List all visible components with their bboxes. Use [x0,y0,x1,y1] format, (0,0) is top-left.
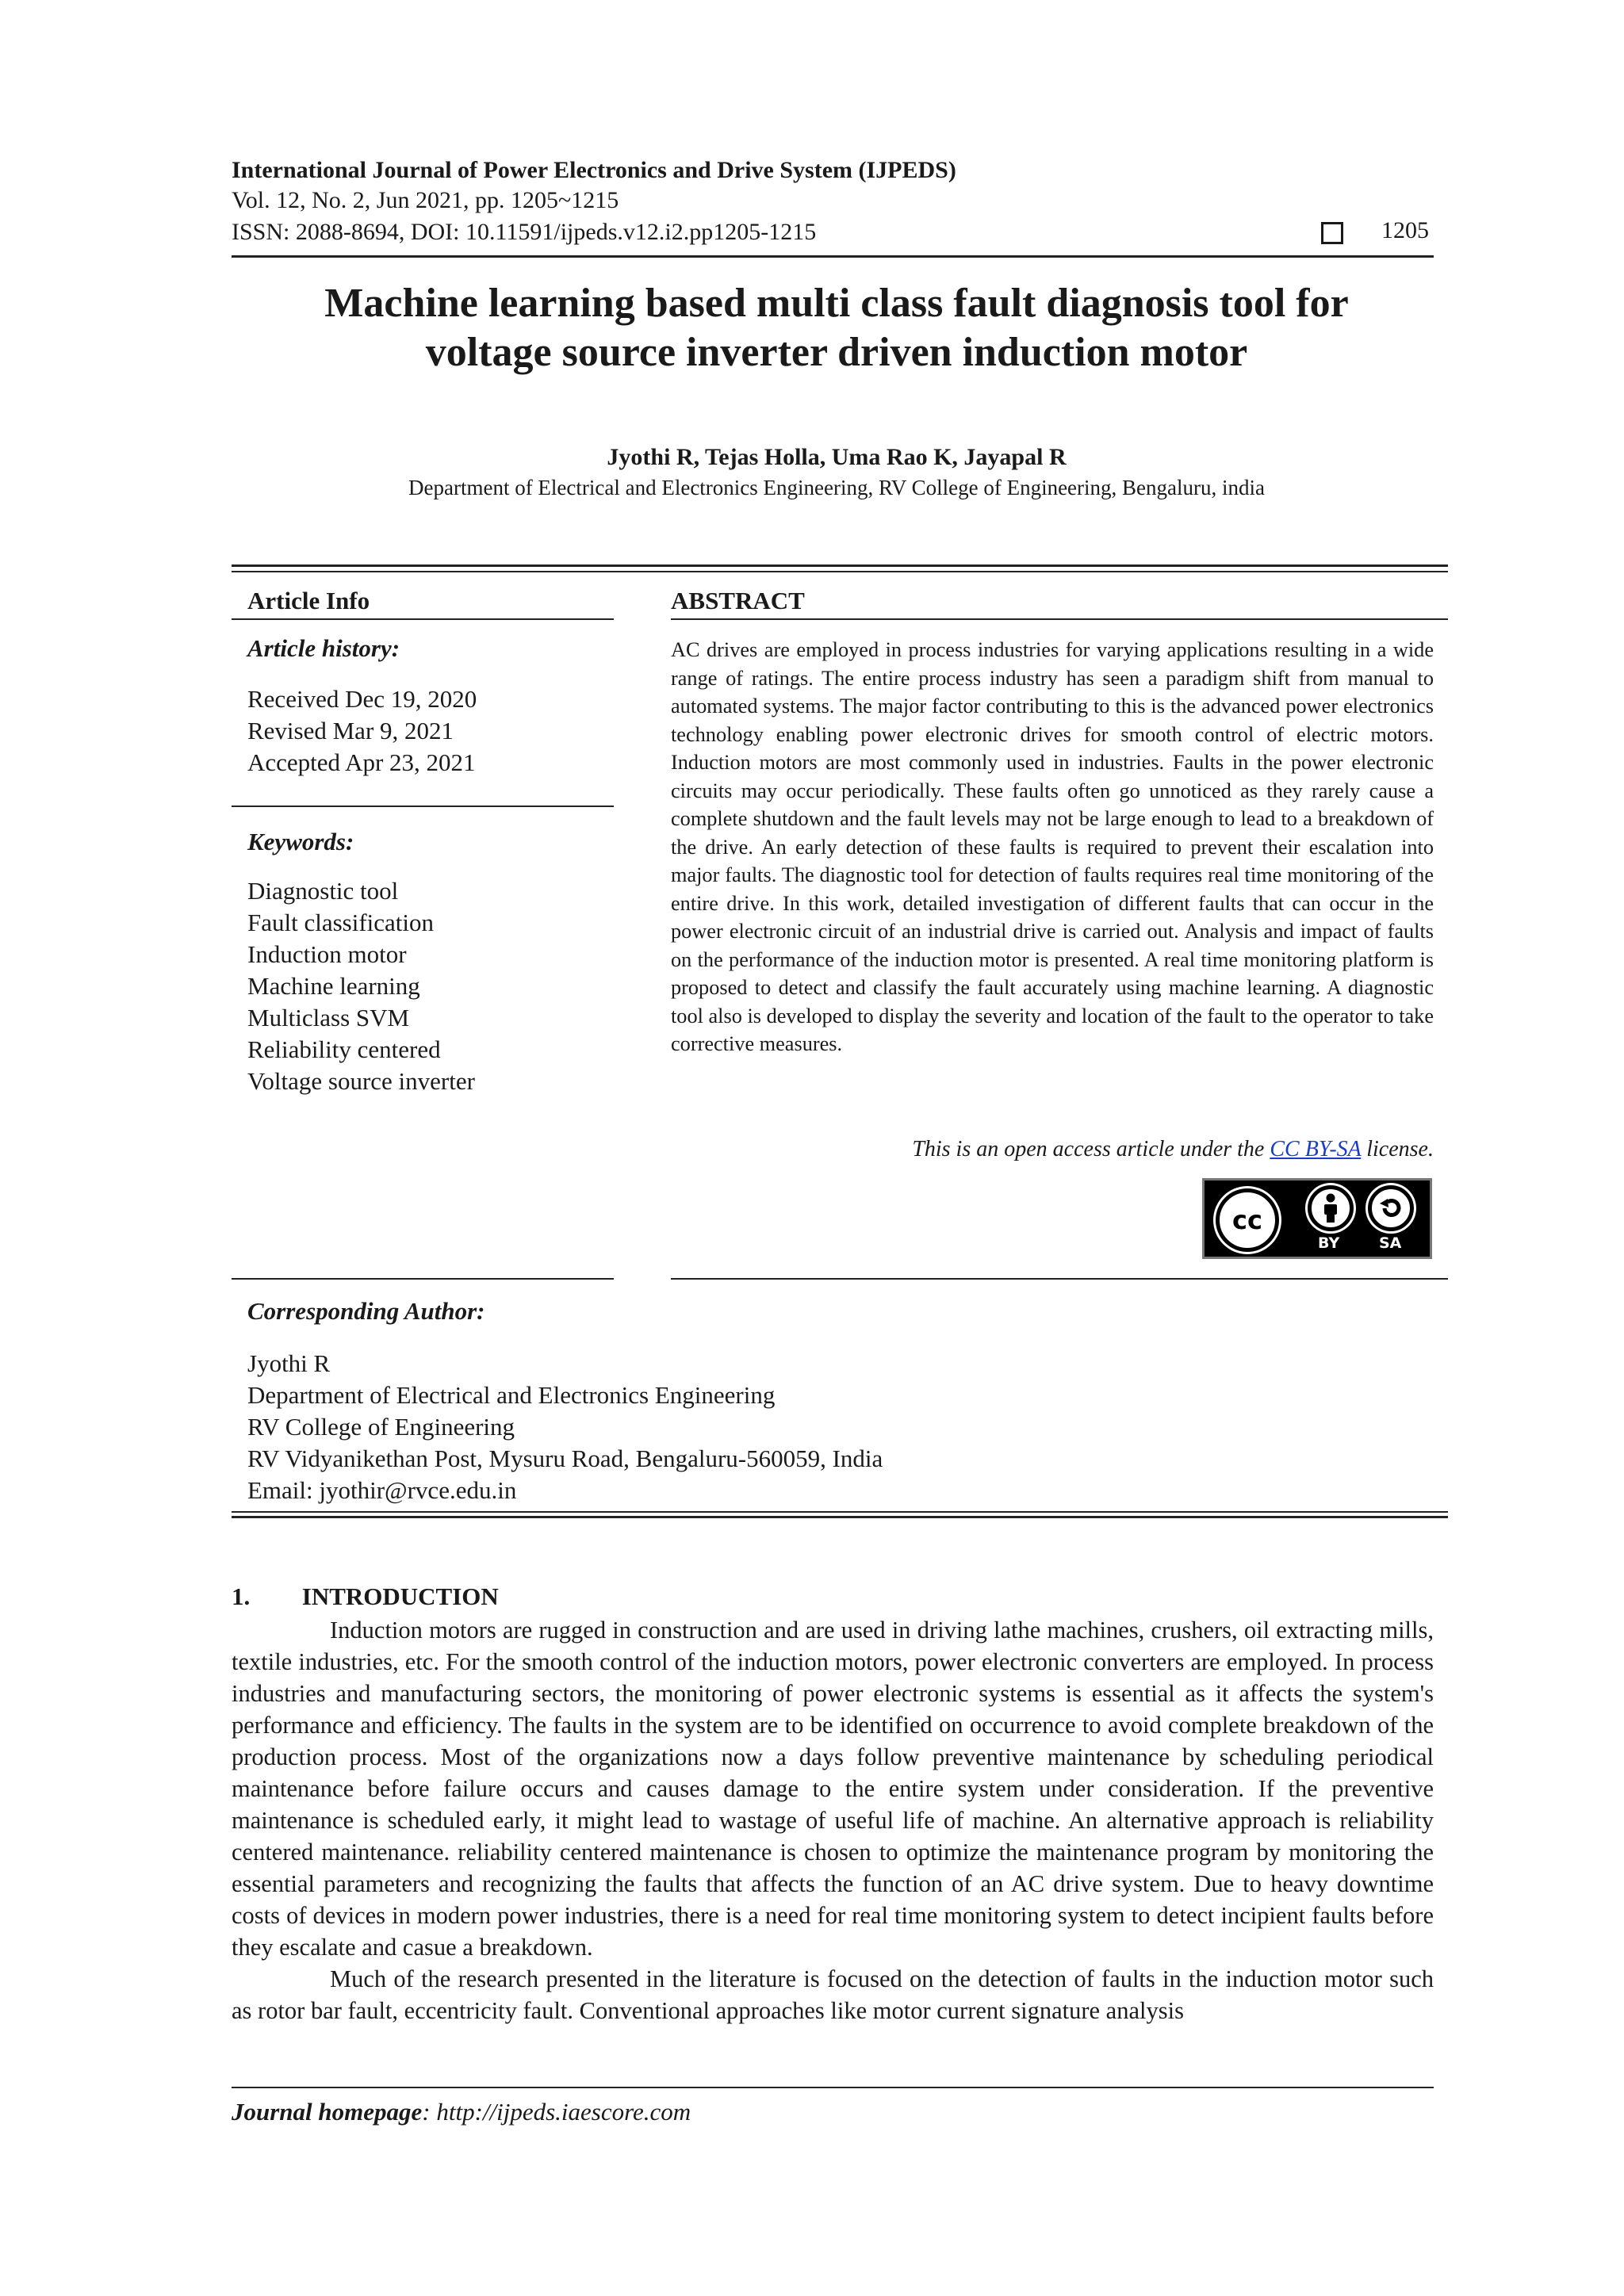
title-line-1: Machine learning based multi class fault diagnosis tool for [324,281,1349,326]
history-list [247,683,477,779]
keyword-item: Reliability centered [247,1035,441,1063]
license-prefix: This is an open access article under the [912,1137,1265,1161]
footer-label: Journal homepage [232,2098,423,2126]
cc-by-sa-badge[interactable] [1202,1178,1432,1259]
cc-by-sa-link[interactable]: CC BY-SA [1270,1137,1362,1161]
cc-icon: cc [1216,1188,1279,1252]
keyword-item: Fault classification [247,909,435,936]
journal-title: International Journal of Power Electronics and Drive System (IJPEDS) [232,157,956,183]
keyword-item: Machine learning [247,972,420,1000]
page-number: 1205 [1381,217,1429,243]
corr-address: RV Vidyanikethan Post, Mysuru Road, Bengaluru-560059, India [247,1445,883,1472]
intro-body [232,1614,1434,2026]
article-info-heading: Article Info [247,587,370,614]
info-bottom-rule-2 [232,1516,1448,1518]
checkbox-square-icon [1321,222,1343,244]
left-rule-3 [232,1278,614,1280]
keywords-heading: Keywords: [247,828,354,855]
left-rule-2 [232,806,614,807]
footer-rule [232,2087,1434,2088]
corresponding-block [247,1348,883,1506]
authors: Jyothi R, Tejas Holla, Uma Rao K, Jayapal R [607,444,1067,470]
keyword-item: Multiclass SVM [247,1004,410,1031]
affiliation: Department of Electrical and Electronics Engineering, RV College of Engineering, Bengaluru, india [408,476,1265,499]
history-heading: Article history: [247,634,400,662]
info-top-rule [232,564,1448,567]
license-suffix: license. [1366,1137,1434,1161]
license-line [671,1137,1434,1162]
badge-by-label: BY [1318,1234,1340,1252]
paper-title [232,279,1442,378]
left-rule-1 [232,618,614,620]
badge-sa-label: SA [1379,1234,1402,1252]
header-rule [232,255,1434,258]
intro-paragraph: Induction motors are rugged in construction and are used in driving lathe machines, crushers, oil extracting mills, textile industries, etc. For the smooth control of the induction motors, power electronic converters are employed. In process industries and manufacturing sectors, the monitoring of power electronic systems is essential as it affects the system's performance and efficiency. The faults in the system are to be identified on occurrence to avoid complete breakdown of the production process. Most of the organizations now a days follow preventive maintenance by scheduling periodical maintenance before failure occurs and causes damage to the entire system under consideration. If the preventive maintenance is scheduled early, it might lead to wastage of useful life of machine. An alternative approach is reliability centered maintenance. reliability centered maintenance is chosen to optimize the maintenance program by monitoring the essential parameters and recognizing the faults that affects the function of an AC drive system. Due to heavy downtime costs of devices in modern power industries, there is a need for real time monitoring system to detect incipient faults before they escalate and casue a breakdown. [232,1617,1434,1961]
keyword-item: Voltage source inverter [247,1067,475,1095]
keyword-item: Diagnostic tool [247,877,399,905]
corresponding-heading: Corresponding Author: [247,1297,485,1325]
title-line-2: voltage source inverter driven induction motor [425,330,1248,376]
volume-line: Vol. 12, No. 2, Jun 2021, pp. 1205~1215 [232,187,619,213]
abstract-text: AC drives are employed in process industries for varying applications resulting in a wide range of ratings. The entire process industry has seen a paradigm shift from manual to automated systems. The major factor contributing to this is the advanced power electronics technology enabling power electronic drives for smooth control of electric motors. Induction motors are most commonly used in industries. Faults in the power electronic circuits may occur periodically. These faults often go unnoticed as they rarely cause a complete shutdown and the fault levels may not be large enough to lead to a breakdown of the drive. An early detection of these faults is required to prevent their escalation into major faults. The diagnostic tool for detection of faults requires real time monitoring of the entire drive. In this work, detailed investigation of different faults that can occur in the power electronic circuit of an industrial drive is carried out. Analysis and impact of faults on the performance of the induction motor is presented. A real time monitoring platform is proposed to detect and classify the fault accurately using machine learning. A diagnostic tool also is developed to display the severity and location of the fault to the operator to take corrective measures. [671,638,1434,1055]
info-bottom-rule [232,1511,1448,1513]
right-rule-3 [671,1278,1448,1280]
corr-dept: Department of Electrical and Electronics Engineering [247,1381,776,1409]
history-revised: Revised Mar 9, 2021 [247,717,454,744]
abstract-rule [671,618,1448,620]
corr-name: Jyothi R [247,1349,331,1377]
intro-paragraph: Much of the research presented in the literature is focused on the detection of faults in the induction motor such as rotor bar fault, eccentricity fault. Conventional approaches like motor current signature analysis [232,1965,1434,2024]
corr-email: Email: jyothir@rvce.edu.in [247,1476,517,1504]
attribution-person-icon [1308,1185,1354,1231]
history-accepted: Accepted Apr 23, 2021 [247,748,476,776]
history-received: Received Dec 19, 2020 [247,685,477,713]
footer [232,2098,691,2126]
keywords-list [247,875,475,1097]
abstract-heading: ABSTRACT [671,587,805,614]
keyword-item: Induction motor [247,940,407,968]
intro-heading [232,1582,499,1611]
intro-number: 1. [232,1582,251,1610]
corr-college: RV College of Engineering [247,1413,515,1441]
info-top-rule-2 [232,571,1448,572]
footer-url[interactable]: : http://ijpeds.iaescore.com [422,2098,691,2126]
intro-title: INTRODUCTION [301,1582,499,1610]
share-alike-icon [1368,1185,1414,1231]
issn-line: ISSN: 2088-8694, DOI: 10.11591/ijpeds.v12.i2.pp1205-1215 [232,219,817,245]
